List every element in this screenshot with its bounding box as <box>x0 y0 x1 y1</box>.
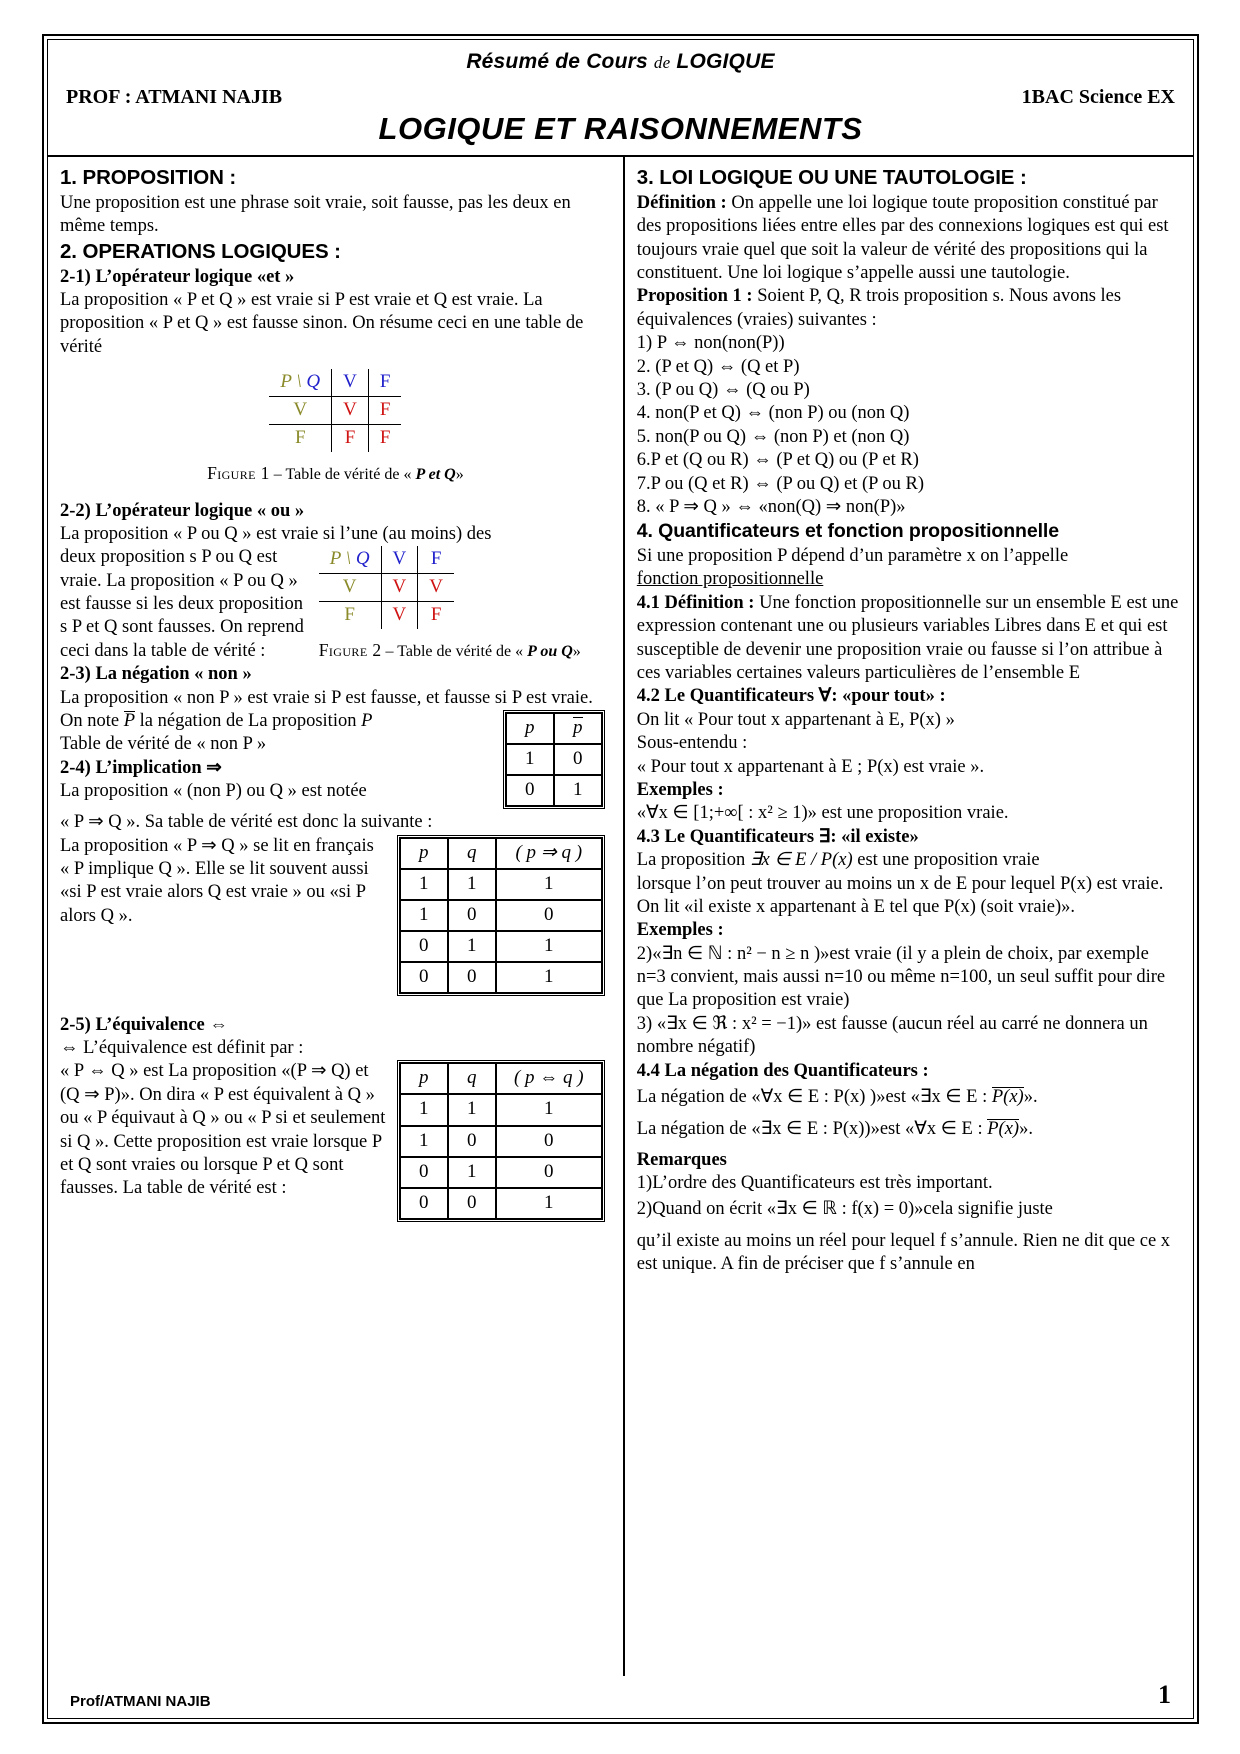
table-row <box>400 869 602 900</box>
section-4-4-line-2 <box>637 1118 1181 1141</box>
section-2-3-body-1: La proposition « non P » est vraie si P est fausse, et fausse si P est vraie. <box>60 687 593 708</box>
row-header-0: V <box>319 574 381 602</box>
impl-header-q: q <box>448 838 496 869</box>
table-row <box>400 1126 602 1157</box>
examples-label-1: Exemples : <box>636 779 724 800</box>
cell-1-1: F <box>368 425 401 453</box>
implication-table-block <box>399 837 603 994</box>
cell-0-0: V <box>332 397 369 425</box>
equivalence-item-2: 2. (P et Q) ⇔ (Q et P) <box>636 356 800 377</box>
section-2-4-body-1: La proposition « (non P) ou Q » est notée <box>60 781 367 802</box>
section-2-5-body-2: « P ⇔ Q » est La proposition «(P ⇒ Q) et (Q ⇒ P)». On dira « P est équivalent à Q » ou « P équivaut à Q » ou « P si et seulement si Q ». Cette proposition est vraie lorsque P et Q sont vraies ou lorsque P et Q sont fausses. La table de vérité est : <box>60 1061 386 1199</box>
s43-math: ∃x ∈ E / P(x) <box>749 850 853 871</box>
impl-cell-3-2: 1 <box>496 962 602 993</box>
equiv-cell-3-1: 0 <box>448 1188 496 1219</box>
impl-cell-0-2: 1 <box>496 869 602 900</box>
section-4-1-body: Une fonction propositionnelle sur un ensemble E est une expression contenant une ou plusieurs variables Libres dans E et qui est susceptible de devenir une proposition vraie ou fausse si l’on attribue à ces variables certaines valeurs particulières de l’ensemble E <box>636 592 1179 683</box>
cell-0-1: F <box>368 397 401 425</box>
page-frame <box>47 39 1194 1719</box>
table-row <box>400 1188 602 1219</box>
document-page <box>42 34 1199 1724</box>
section-4-3-body-2: lorsque l’on peut trouver au moins un x de E pour lequel P(x) est vraie. On lit «il existe x appartenant à E tel que P(x) (soit vraie)». <box>636 873 1164 917</box>
section-2-4-heading: 2-4) L’implication ⇒ <box>60 757 222 778</box>
impl-cell-3-1: 0 <box>448 962 496 993</box>
section-2-3-body-3: Table de vérité de « non P » <box>60 734 267 755</box>
figure-1-text: – Table de vérité de « <box>273 466 412 484</box>
p-bar-inline: P <box>123 711 136 732</box>
section-4-2-body-1: On lit « Pour tout x appartenant à E, P(x) » <box>636 709 955 730</box>
equivalence-item-1: 1) P ⇔ non(non(P)) <box>636 333 785 354</box>
col-header-0: V <box>381 546 418 574</box>
section-4-3-example-2: 2)«∃n ∈ ℕ : n² − n ≥ n )»est vraie (il y a plein de choix, par exemple n=3 convient, mais aussi n=10 ou même n=100, un seul suffit pour dire que La proposition est vraie) <box>636 943 1166 1011</box>
truth-table-equivalence <box>399 1062 603 1219</box>
equiv-cell-2-0: 0 <box>400 1157 448 1188</box>
note-mid: la négation de La proposition <box>135 711 362 732</box>
definition-body: On appelle une loi logique toute proposition constitué par des propositions liées entre elles par des connexions logiques est qui est toujours vraie quel que soit la valeur de vérité des propositions qui la constituent. Une loi logique s’appelle aussi une tautologie. <box>636 192 1169 284</box>
table-row <box>400 1094 602 1125</box>
section-2-1-body: La proposition « P et Q » est vraie si P est vraie et Q est vraie. La proposition « P et Q » est fausse sinon. On résume ceci en une table de vérité <box>60 290 584 357</box>
section-2-heading: 2. OPERATIONS LOGIQUES : <box>60 239 341 263</box>
row-header-1: F <box>344 604 355 626</box>
negation-table-block <box>505 712 603 807</box>
course-summary-subject: LOGIQUE <box>676 50 775 73</box>
proposition-body: Soient P, Q, R trois proposition s. Nous avons les équivalences (vraies) suivantes : <box>636 286 1122 330</box>
course-summary-line <box>66 50 1175 74</box>
section-2-5-heading: 2-5) L’équivalence ⇔ <box>60 1014 228 1035</box>
negation-header-not-p: p <box>554 713 602 744</box>
figure-2-caption <box>319 639 581 662</box>
equiv-header-p: p <box>400 1063 448 1094</box>
table-row <box>400 1157 602 1188</box>
equivalence-table-block <box>399 1062 603 1219</box>
equivalence-item-8: 8. « P ⇒ Q » ⇔ «non(Q) ⇒ non(P)» <box>636 497 906 517</box>
equiv-cell-0-0: 1 <box>400 1094 448 1125</box>
cell-1-0: F <box>332 425 369 453</box>
section-2-5-body-1: ⇔ L’équivalence est définit par : <box>60 1038 304 1059</box>
equivalence-item-5: 5. non(P ou Q) ⇔ (non P) et (non Q) <box>636 426 910 447</box>
table-row <box>506 744 602 775</box>
equiv-cell-1-2: 0 <box>496 1126 602 1157</box>
section-4-2-heading: 4.2 Le Quantificateurs ∀: «pour tout» : <box>636 686 946 707</box>
row-header-0: V <box>269 397 331 425</box>
section-2-3-heading: 2-3) La négation « non » <box>60 664 252 685</box>
section-2-1-heading: 2-1) L’opérateur logique «et » <box>60 266 295 287</box>
table-row <box>269 397 401 425</box>
section-4-2-example-1: «∀x ∈ [1;+∞[ : x² ≥ 1)» est une proposition vraie. <box>636 803 1009 824</box>
equiv-cell-1-0: 1 <box>400 1126 448 1157</box>
table-row <box>319 602 454 630</box>
impl-cell-1-1: 0 <box>448 900 496 931</box>
equiv-cell-0-2: 1 <box>496 1094 602 1125</box>
section-1-heading: 1. PROPOSITION : <box>60 166 237 189</box>
cell-0-0: V <box>381 574 418 602</box>
definition-label: Définition : <box>636 192 727 213</box>
footer-author: Prof/ATMANI NAJIB <box>70 1693 211 1710</box>
document-footer <box>48 1676 1193 1718</box>
table-row <box>269 425 401 453</box>
section-4-4-heading: 4.4 La négation des Quantificateurs : <box>636 1060 929 1081</box>
professor-name: PROF : ATMANI NAJIB <box>66 86 283 108</box>
col-header-1: F <box>368 369 401 397</box>
section-4-2-body-3: « Pour tout x appartenant à E ; P(x) est vraie ». <box>636 756 985 777</box>
section-1-body: Une proposition est une phrase soit vraie, soit fausse, pas les deux en même temps. <box>60 192 571 237</box>
note-prefix: On note <box>60 711 124 732</box>
figure-2-text: – Table de vérité de « <box>385 643 524 661</box>
section-2-4-body-4: « P implique Q ». Elle se lit souvent aussi «si P est vraie alors Q est vraie » ou «si P alors Q ». <box>60 858 369 926</box>
negation-cell-1-1: 1 <box>554 775 602 806</box>
negation-exists-prefix: La négation de «∃x ∈ E : P(x))»est «∀x ∈ E : <box>636 1119 988 1140</box>
negation-header-p: p <box>506 713 554 744</box>
table-row <box>400 1063 602 1094</box>
negation-exists-suffix: ». <box>1019 1119 1033 1140</box>
section-4-body <box>637 545 1181 568</box>
figure-1-label: Figure 1 <box>207 463 270 484</box>
col-header-1: F <box>418 546 454 574</box>
figure-2-block <box>319 546 581 662</box>
equiv-cell-1-1: 0 <box>448 1126 496 1157</box>
negation-cell-1-0: 0 <box>506 775 554 806</box>
table-row <box>506 713 602 744</box>
remark-3: qu’il existe au moins un réel pour lequel f s’annule. Rien ne dit que ce x est unique. A fin de préciser que f s’annule en <box>636 1230 1171 1275</box>
proposition-label: Proposition 1 : <box>636 286 753 307</box>
table-row <box>400 962 602 993</box>
section-4-intro: Si une proposition P dépend d’un paramètre x on l’appelle <box>636 546 1069 567</box>
header-meta-row <box>66 86 1175 109</box>
page-title: LOGIQUE ET RAISONNEMENTS <box>378 111 863 146</box>
impl-cell-0-0: 1 <box>400 869 448 900</box>
section-4-2-body-2: Sous-entendu : <box>636 733 748 754</box>
impl-cell-0-1: 1 <box>448 869 496 900</box>
negation-forall-suffix: ». <box>1023 1087 1038 1108</box>
figure-1-close: » <box>455 466 464 484</box>
table-row <box>269 369 401 397</box>
table-row <box>319 546 454 574</box>
corner-header: P \ Q <box>269 369 331 397</box>
fonction-propositionnelle-term: fonction propositionnelle <box>636 569 824 590</box>
impl-cell-2-2: 1 <box>496 931 602 962</box>
section-4-4-line-1 <box>637 1086 1181 1109</box>
section-4-1 <box>637 592 1181 686</box>
figure-2-label: Figure 2 <box>318 640 382 661</box>
right-column <box>623 157 1193 1676</box>
section-2-4-body-3: La proposition « P ⇒ Q » se lit en français <box>60 835 374 856</box>
equivalence-item-6: 6.P et (Q ou R) ⇔ (P et Q) ou (P et R) <box>636 450 919 471</box>
document-header <box>48 40 1193 157</box>
equiv-cell-2-2: 0 <box>496 1157 602 1188</box>
equiv-header-q: q <box>448 1063 496 1094</box>
figure-1-table-wrapper <box>60 369 611 452</box>
course-summary-de: de <box>653 53 671 72</box>
table-row <box>319 574 454 602</box>
equiv-cell-3-0: 0 <box>400 1188 448 1219</box>
section-4-heading: 4. Quantificateurs et fonction propositionnelle <box>636 520 1059 543</box>
impl-header-expr: ( p ⇒ q ) <box>496 838 602 869</box>
equiv-cell-2-1: 1 <box>448 1157 496 1188</box>
examples-label-2: Exemples : <box>636 920 724 941</box>
section-2-4-body-2: « P ⇒ Q ». Sa table de vérité est donc la suivante : <box>60 812 433 833</box>
impl-cell-3-0: 0 <box>400 962 448 993</box>
cell-1-0: V <box>381 602 418 630</box>
table-row <box>400 838 602 869</box>
section-2-2-body-1: La proposition « P ou Q » est vraie si l’une (au moins) des <box>60 523 492 544</box>
two-column-body <box>48 157 1193 1676</box>
figure-1-caption <box>60 462 611 485</box>
impl-cell-1-0: 1 <box>400 900 448 931</box>
equiv-cell-3-2: 1 <box>496 1188 602 1219</box>
remarks-label: Remarques <box>636 1149 727 1170</box>
section-3-proposition <box>637 285 1181 332</box>
equivalence-item-3: 3. (P ou Q) ⇔ (Q ou P) <box>636 380 810 401</box>
s43-prefix: La proposition <box>636 850 750 871</box>
section-4-3-heading: 4.3 Le Quantificateurs ∃: «il existe» <box>636 826 919 847</box>
negation-exists-bar: P(x) <box>987 1119 1020 1140</box>
section-2-2-heading: 2-2) L’opérateur logique « ou » <box>60 500 305 521</box>
figure-2-close: » <box>572 643 581 661</box>
section-4-3-body-1 <box>637 849 1181 872</box>
equivalence-item-4: 4. non(P et Q) ⇔ (non P) ou (non Q) <box>636 403 910 424</box>
cell-0-1: V <box>418 574 454 602</box>
section-4-1-label: 4.1 Définition : <box>636 592 755 613</box>
class-level: 1BAC Science EX <box>1021 86 1175 108</box>
negation-forall-bar: P(x) <box>991 1087 1024 1108</box>
impl-cell-2-1: 1 <box>448 931 496 962</box>
section-3-definition <box>637 192 1181 286</box>
cell-1-1: F <box>418 602 454 630</box>
truth-table-implication <box>399 837 603 994</box>
col-header-0: V <box>332 369 369 397</box>
negation-cell-0-0: 1 <box>506 744 554 775</box>
course-summary-main: Résumé de Cours <box>466 50 648 73</box>
table-row <box>400 900 602 931</box>
equivalence-item-7: 7.P ou (Q et R) ⇔ (P ou Q) et (P ou R) <box>636 473 925 494</box>
table-row <box>506 775 602 806</box>
section-2-2-body-2: deux proposition s P ou Q est vraie. La proposition « P ou Q » est fausse si les deux proposition s P et Q sont fausses. On reprend ceci dans la table de vérité : <box>60 547 304 661</box>
negation-forall-prefix: La négation de «∀x ∈ E : P(x) )»est «∃x ∈ E : <box>636 1087 992 1108</box>
truth-table-negation <box>505 712 603 807</box>
figure-1-math: P et Q <box>415 466 456 484</box>
equiv-cell-0-1: 1 <box>448 1094 496 1125</box>
corner-header: P \ Q <box>319 546 381 574</box>
section-2-3-body-2 <box>60 710 407 733</box>
left-column <box>48 157 623 1676</box>
table-row <box>400 931 602 962</box>
row-header-1: F <box>294 427 306 449</box>
impl-header-p: p <box>400 838 448 869</box>
p-italic-inline: P <box>361 711 373 732</box>
impl-cell-2-0: 0 <box>400 931 448 962</box>
equiv-header-expr: ( p ⇔ q ) <box>496 1063 602 1094</box>
remark-1: 1)L’ordre des Quantificateurs est très important. <box>636 1173 993 1194</box>
truth-table-p-et-q <box>269 369 401 452</box>
page-number: 1 <box>1158 1680 1171 1709</box>
negation-cell-0-1: 0 <box>554 744 602 775</box>
figure-2-math: P ou Q <box>527 643 573 661</box>
s43-suffix: est une proposition vraie <box>852 850 1040 871</box>
truth-table-p-ou-q <box>319 546 454 629</box>
remark-2: 2)Quand on écrit «∃x ∈ ℝ : f(x) = 0)»cela signifie juste <box>636 1198 1053 1219</box>
section-3-heading: 3. LOI LOGIQUE OU UNE TAUTOLOGIE : <box>636 166 1027 189</box>
section-4-3-example-3: 3) «∃x ∈ ℜ : x² = −1)» est fausse (aucun réel au carré ne donnera un nombre négatif) <box>636 1013 1148 1058</box>
impl-cell-1-2: 0 <box>496 900 602 931</box>
